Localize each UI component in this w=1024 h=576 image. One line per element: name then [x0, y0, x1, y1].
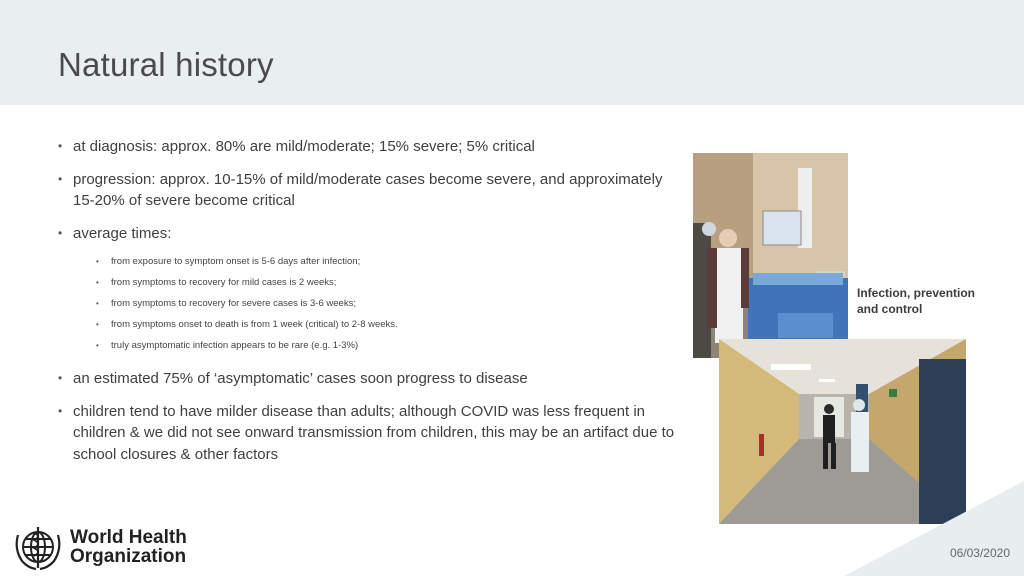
caption-line: and control: [857, 301, 923, 316]
sub-bullet-item: • from symptoms to recovery for severe cases is 3-6 weeks;: [96, 293, 688, 314]
page-title: Natural history: [58, 46, 274, 83]
logo-line: Organization: [70, 546, 187, 567]
caption-line: Infection, prevention: [857, 286, 976, 300]
sub-bullet-item: • truly asymptomatic infection appears to be rare (e.g. 1-3%): [96, 335, 688, 356]
bullet-item: • progression: approx. 10-15% of mild/moderate cases become severe, and approximately 15-20% of severe become critical: [58, 169, 688, 212]
logo-text: [70, 528, 187, 566]
corner-decoration: [844, 481, 1024, 576]
bullet-list: [58, 136, 688, 476]
bullet-item: • children tend to have milder disease than adults; although COVID was less frequent in children & we did not see onward transmission from children, this may be an artifact due to school closures & other factors: [58, 401, 688, 466]
sub-bullet-item: • from symptoms to recovery for mild cases is 2 weeks;: [96, 272, 688, 293]
image-caption: [857, 286, 1017, 317]
sub-bullet-list: [96, 251, 688, 356]
sub-bullet-item: • from symptoms onset to death is from 1 week (critical) to 2-8 weeks.: [96, 314, 688, 335]
bullet-item: • at diagnosis: approx. 80% are mild/moderate; 15% severe; 5% critical: [58, 136, 688, 158]
slide-date: 06/03/2020: [949, 546, 1010, 560]
who-emblem-icon: [12, 523, 64, 571]
ward-photo: [693, 153, 848, 358]
who-logo: [12, 523, 187, 571]
bullet-item: • an estimated 75% of ‘asymptomatic’ cases soon progress to disease: [58, 368, 688, 390]
sub-bullet-item: • from exposure to symptom onset is 5-6 days after infection;: [96, 251, 688, 272]
bullet-item: • average times:: [58, 223, 688, 245]
logo-line: World Health: [70, 527, 187, 548]
